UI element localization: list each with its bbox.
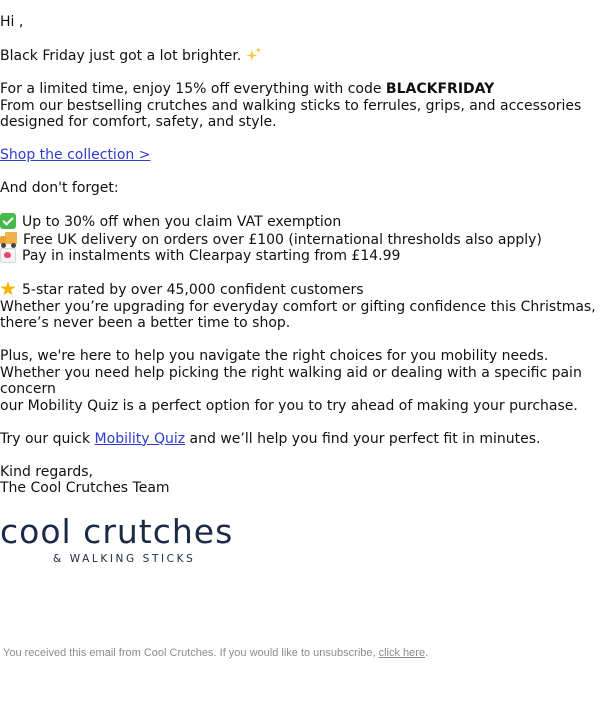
help-line-2: Whether you need help picking the right walking aid or dealing with a specific pain: [0, 364, 582, 381]
quiz-paragraph: [0, 431, 600, 448]
headline-text: Black Friday just got a lot brighter.: [0, 48, 242, 64]
logo-tagline: & WALKING STICKS: [53, 552, 196, 565]
footer-text: You received this email from Cool Crutches. If you would like to unsubscribe,: [3, 647, 379, 659]
shop-collection-link[interactable]: Shop the collection >: [0, 147, 151, 163]
offer-paragraph: [0, 81, 600, 131]
benefit-item: [0, 248, 600, 265]
footer-end: .: [425, 647, 429, 659]
benefits-list: [0, 213, 600, 265]
headline: [0, 47, 600, 65]
signoff: [0, 464, 600, 497]
love-letter-icon: [0, 248, 16, 263]
mobility-quiz-link[interactable]: Mobility Quiz: [94, 430, 186, 447]
help-line-4: our Mobility Quiz is a perfect option for you to try ahead of making your purchase.: [0, 397, 578, 414]
rating-text: 5-star rated by over 45,000 confident customers: [22, 282, 364, 298]
offer-line-1: [0, 81, 600, 98]
rating-line-3: there’s never been a better time to shop.: [0, 315, 291, 331]
shop-paragraph: [0, 147, 600, 164]
quiz-before: Try our quick: [0, 430, 95, 447]
email-footer: [3, 645, 428, 662]
star-icon: [0, 281, 16, 297]
reminder-heading: And don't forget:: [0, 180, 119, 196]
rating-line-2: Whether you’re upgrading for everyday comfort or gifting confidence this Christmas,: [0, 298, 596, 315]
greeting: Hi ,: [0, 14, 24, 30]
logo-wordmark: cool crutches: [0, 511, 234, 551]
discount-code: BLACKFRIDAY: [385, 81, 495, 97]
benefit-item: [0, 231, 600, 249]
rating-line-1: [0, 281, 600, 299]
quiz-after: and we’ll help you find your perfect fit in minutes.: [185, 430, 541, 447]
help-paragraph: [0, 348, 600, 414]
offer-line-3: designed for comfort, safety, and style.: [0, 114, 277, 130]
benefit-text: Up to 30% off when you claim VAT exemption: [22, 214, 342, 230]
rating-paragraph: [0, 281, 600, 332]
offer-intro: For a limited time, enjoy 15% off everything with code: [0, 81, 386, 97]
delivery-truck-icon: [0, 231, 17, 247]
help-line-1: Plus, we're here to help you navigate the right choices for you mobility needs.: [0, 348, 549, 364]
check-mark-icon: [0, 213, 16, 229]
sparkles-icon: [245, 47, 261, 63]
signoff-line-2: The Cool Crutches Team: [0, 480, 170, 496]
brand-logo[interactable]: [0, 511, 270, 565]
benefit-item: [0, 213, 600, 231]
benefit-text: Pay in instalments with Clearpay starting from £14.99: [22, 248, 401, 264]
help-line-3: concern: [0, 381, 56, 397]
unsubscribe-link[interactable]: click here: [378, 647, 426, 659]
benefit-text: Free UK delivery on orders over £100 (international thresholds also apply): [23, 231, 542, 248]
offer-line-2: From our bestselling crutches and walking sticks to ferrules, grips, and accessories: [0, 97, 582, 114]
signoff-line-1: Kind regards,: [0, 463, 93, 480]
